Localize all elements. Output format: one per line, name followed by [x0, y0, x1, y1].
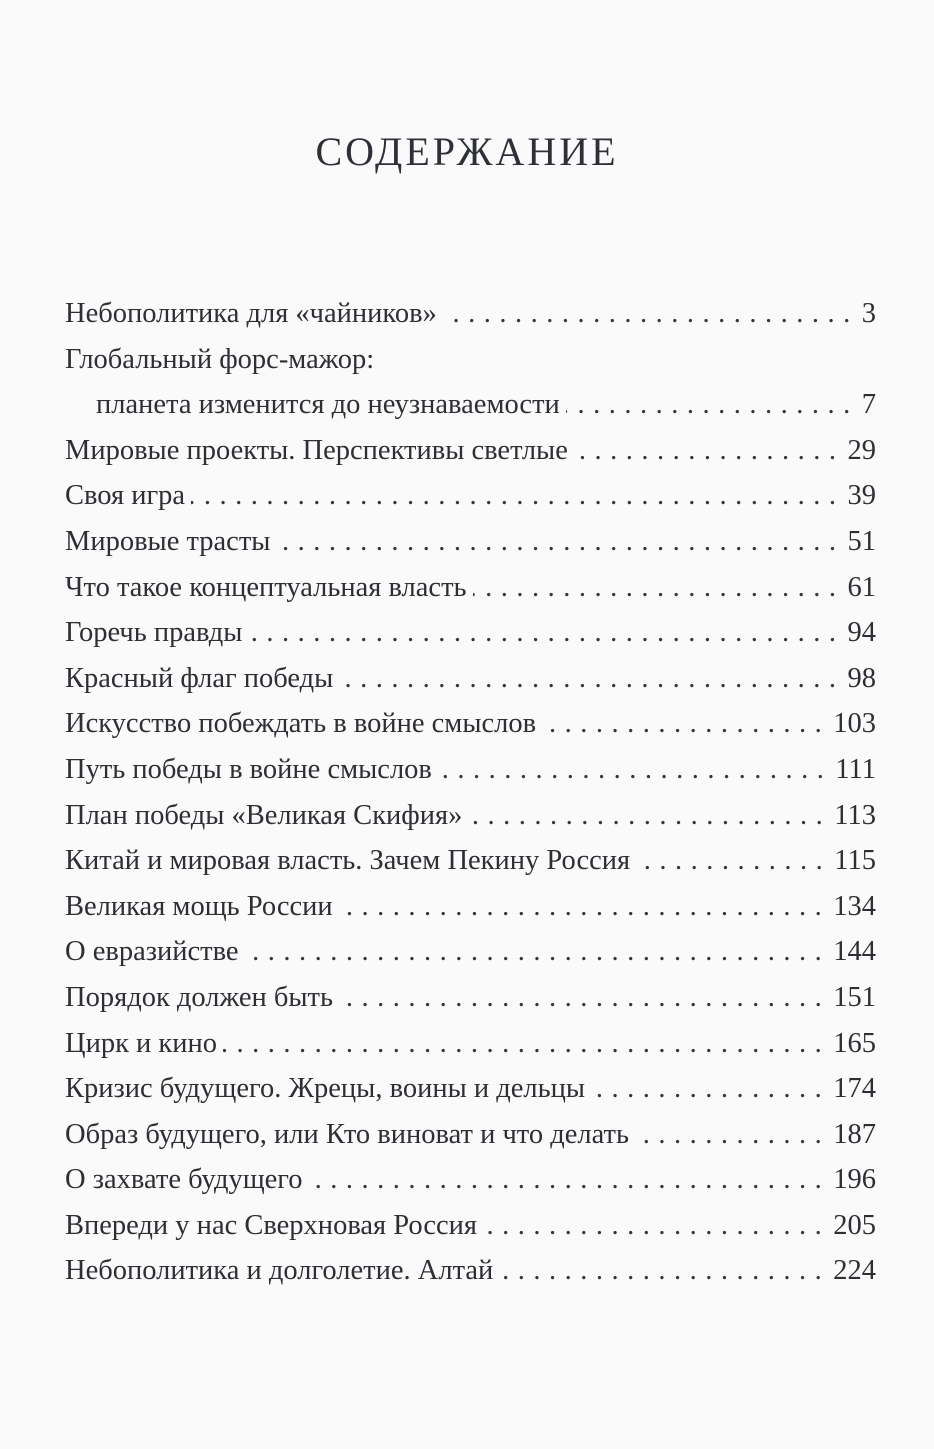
dot-leader — [248, 610, 844, 656]
dot-leader — [574, 428, 845, 474]
toc-entry-title: Мировые трасты — [65, 525, 271, 557]
dot-leader — [566, 382, 859, 428]
toc-entry — [65, 884, 876, 930]
toc-entry-page: 174 — [833, 1073, 876, 1105]
dot-leader — [276, 519, 844, 565]
toc-entry-title: Искусство побеждать в войне смыслов — [65, 708, 537, 740]
toc-entry-title: Кризис будущего. Жрецы, воины и дельцы — [65, 1073, 586, 1105]
toc-entry-page: 39 — [847, 480, 876, 512]
toc-entry — [65, 428, 876, 474]
toc-entry — [65, 565, 876, 611]
toc-entry — [65, 382, 876, 428]
toc-entry-page: 196 — [833, 1164, 876, 1196]
dot-leader — [443, 291, 859, 337]
toc-entry — [65, 1157, 876, 1203]
toc-entry — [65, 519, 876, 565]
toc-entry-page: 187 — [833, 1118, 876, 1150]
toc-entry-page: 61 — [847, 571, 876, 603]
toc-entry-page: 151 — [833, 981, 876, 1013]
dot-leader — [636, 838, 831, 884]
toc-entry-page: 29 — [847, 434, 876, 466]
toc-entry — [65, 1248, 876, 1294]
toc-entry — [65, 337, 876, 383]
toc-entry-title: Впереди у нас Сверхновая Россия — [65, 1209, 478, 1241]
toc-entry-title: Образ будущего, или Кто виноват и что делать — [65, 1118, 629, 1150]
toc-entry-title: Великая мощь России — [65, 890, 333, 922]
toc-entry-title: План победы «Великая Скифия» — [65, 799, 463, 831]
toc-entry — [65, 975, 876, 1021]
dot-leader — [339, 884, 831, 930]
dot-leader — [339, 975, 830, 1021]
toc-entry-page: 98 — [847, 662, 876, 694]
toc-entry-title: Горечь правды — [65, 617, 243, 649]
toc-entry-title: Мировые проекты. Перспективы светлые — [65, 434, 568, 466]
dot-leader — [245, 929, 831, 975]
toc-entry-title: О евразийстве — [65, 936, 239, 968]
toc-entry-page: 165 — [833, 1027, 876, 1059]
dot-leader — [499, 1248, 830, 1294]
toc-entry — [65, 1112, 876, 1158]
toc-entry-page: 224 — [833, 1255, 876, 1287]
toc-entry — [65, 929, 876, 975]
toc-entry — [65, 701, 876, 747]
toc-entry-page: 113 — [834, 799, 876, 831]
toc-entry-page: 94 — [847, 617, 876, 649]
toc-entry-title: Что такое концептуальная власть — [65, 571, 467, 603]
toc-entry — [65, 291, 876, 337]
toc-entry-page: 134 — [833, 890, 876, 922]
dot-leader — [339, 656, 844, 702]
toc-entry-page: 115 — [834, 845, 876, 877]
dot-leader — [542, 701, 830, 747]
toc-entry-title: Порядок должен быть — [65, 981, 333, 1013]
dot-leader — [483, 1203, 830, 1249]
toc-entry-title: планета изменится до неузнаваемости — [96, 389, 560, 421]
toc-entry — [65, 1021, 876, 1067]
toc-entry — [65, 838, 876, 884]
dot-leader — [191, 473, 844, 519]
toc-entry-title: Небополитика и долголетие. Алтай — [65, 1255, 494, 1287]
dot-leader — [309, 1157, 831, 1203]
toc-entry-title: О захвате будущего — [65, 1164, 303, 1196]
dot-leader — [473, 565, 845, 611]
dot-leader — [223, 1021, 830, 1067]
dot-leader — [591, 1066, 830, 1112]
dot-leader — [635, 1112, 830, 1158]
toc-entry — [65, 610, 876, 656]
toc-entry-page: 111 — [835, 753, 876, 785]
toc-entry-page: 3 — [861, 298, 876, 329]
toc-entry-page: 103 — [833, 708, 876, 740]
page-title: СОДЕРЖАНИЕ — [315, 129, 619, 174]
toc-entry-page: 144 — [833, 936, 876, 968]
toc-entry — [65, 1203, 876, 1249]
toc-entry-page: 51 — [847, 525, 876, 557]
dot-leader — [438, 747, 832, 793]
toc-entry — [65, 656, 876, 702]
toc-entry-title: Своя игра — [65, 480, 186, 512]
toc-entry — [65, 473, 876, 519]
toc-entry — [65, 747, 876, 793]
toc-entry-title: Цирк и кино — [65, 1027, 218, 1059]
toc-list — [65, 291, 876, 1294]
toc-entry-title: Небополитика для «чайников» — [65, 298, 437, 329]
toc-entry-page: 205 — [833, 1209, 876, 1241]
toc-entry — [65, 793, 876, 839]
toc-entry-title: Красный флаг победы — [65, 662, 334, 694]
toc-entry — [65, 1066, 876, 1112]
toc-entry-page: 7 — [861, 389, 876, 421]
dot-leader — [468, 793, 831, 839]
toc-entry-title: Путь победы в войне смыслов — [65, 753, 432, 785]
toc-entry-title: Глобальный форс-мажор: — [65, 343, 375, 375]
toc-entry-title: Китай и мировая власть. Зачем Пекину Россия — [65, 845, 631, 877]
